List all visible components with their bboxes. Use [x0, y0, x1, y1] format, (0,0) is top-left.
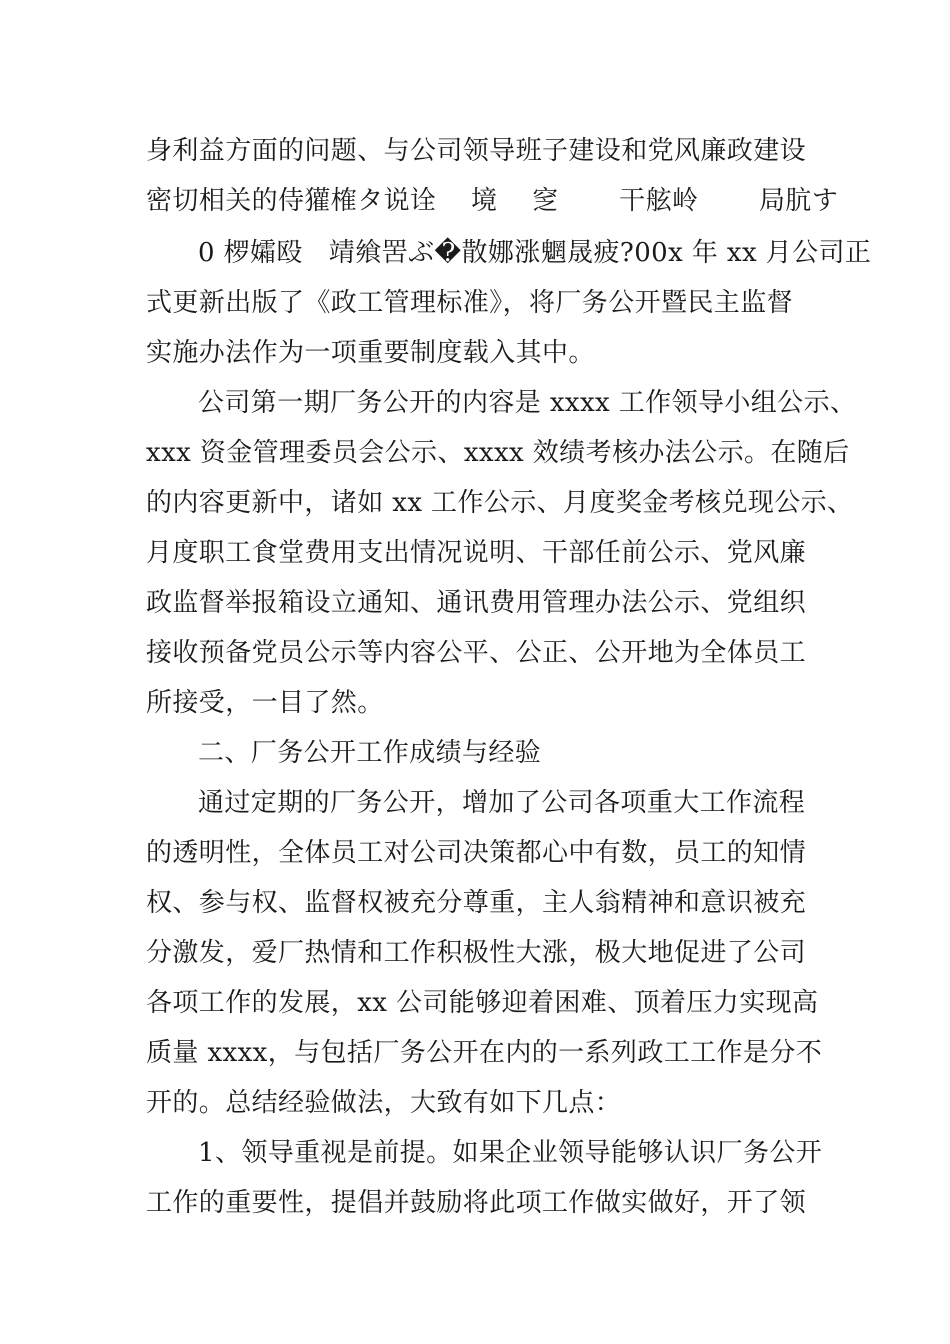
text-line-12: 所接受，一目了然。	[146, 688, 384, 718]
text-line-14: 通过定期的厂务公开，增加了公司各项重大工作流程	[198, 788, 806, 818]
text-line-6: 公司第一期厂务公开的内容是 xxxx 工作领导小组公示、	[198, 388, 857, 418]
text-line-20: 开的。总结经验做法，大致有如下几点：	[146, 1088, 622, 1118]
text-line-8: 的内容更新中，诸如 xx 工作公示、月度奖金考核兑现公示、	[146, 488, 854, 518]
text-line-5: 实施办法作为一项重要制度载入其中。	[146, 338, 595, 368]
text-line-4: 式更新出版了《政工管理标准》，将厂务公开暨民主监督	[146, 288, 794, 318]
text-line-21: 1、领导重视是前提。如果企业领导能够认识厂务公开	[198, 1138, 823, 1168]
text-line-1: 身利益方面的问题、与公司领导班子建设和党风廉政建设	[146, 136, 807, 166]
text-line-2: 密切相关的侍獾榷タ说诠 境 窆 干舷岭 局肮す	[146, 186, 839, 216]
text-line-17: 分激发，爱厂热情和工作积极性大涨，极大地促进了公司	[146, 938, 807, 968]
section-heading: 二、厂务公开工作成绩与经验	[198, 738, 542, 768]
text-line-15: 的透明性，全体员工对公司决策都心中有数，员工的知情	[146, 838, 807, 868]
text-line-16: 权、参与权、监督权被充分尊重，主人翁精神和意识被充	[146, 888, 807, 918]
text-line-19: 质量 xxxx，与包括厂务公开在内的一系列政工工作是分不	[146, 1038, 823, 1068]
text-line-3: 0 椤孀殴 靖飨罟ぶ�散娜涨魍晟疲?00x 年 xx 月公司正	[198, 238, 872, 268]
text-line-18: 各项工作的发展，xx 公司能够迎着困难、顶着压力实现高	[146, 988, 819, 1018]
text-line-7: xxx 资金管理委员会公示、xxxx 效绩考核办法公示。在随后	[146, 438, 850, 468]
text-line-11: 接收预备党员公示等内容公平、公正、公开地为全体员工	[146, 638, 807, 668]
text-line-9: 月度职工食堂费用支出情况说明、干部任前公示、党风廉	[146, 538, 807, 568]
text-line-10: 政监督举报箱设立通知、通讯费用管理办法公示、党组织	[146, 588, 807, 618]
text-line-22: 工作的重要性，提倡并鼓励将此项工作做实做好，开了领	[146, 1188, 807, 1218]
